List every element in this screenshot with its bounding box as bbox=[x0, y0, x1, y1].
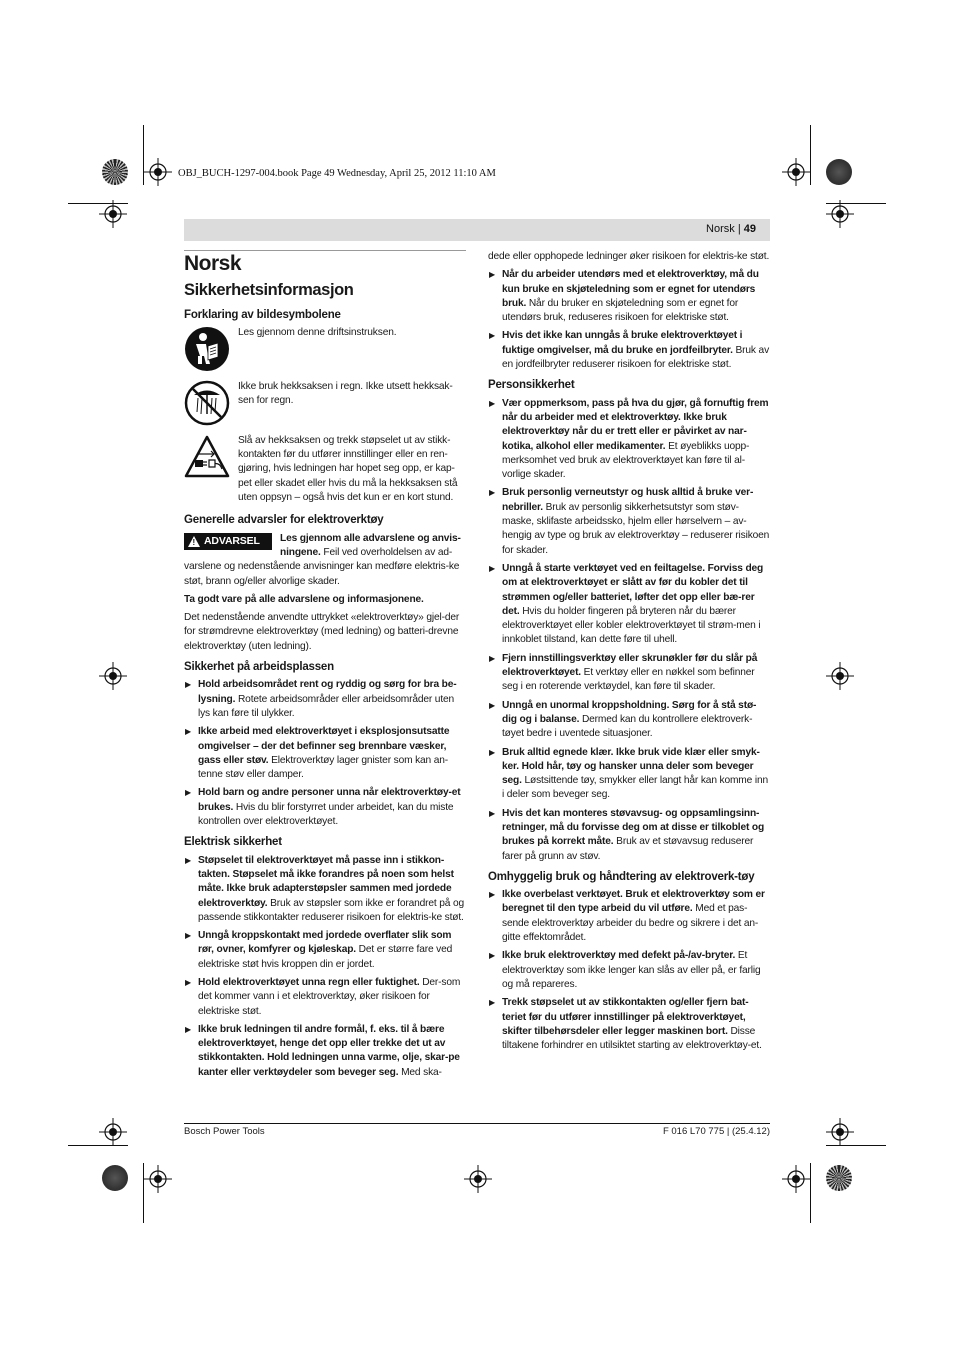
item-bold: Hvis det ikke kan unngås å bruke elektroverktøyet i fuktige omgivelser, må du bruke en jordfeilbryter. bbox=[502, 330, 743, 356]
continuation-text: dede eller opphopede ledninger øker risikoen for elektris-ke støt. bbox=[488, 251, 770, 262]
symbol-row bbox=[184, 326, 466, 372]
electrical-heading: Elektrisk sikkerhet bbox=[184, 836, 282, 849]
symbols-heading: Forklaring av bildesymbolene bbox=[184, 308, 341, 321]
keep-note bbox=[184, 593, 466, 607]
footer-rule bbox=[184, 1123, 770, 1124]
item-text: Et øyeblikks uopp-merksomhet ved bruk av elektroverktøyet kan føre til al-vorlige skader. bbox=[502, 440, 750, 481]
keep-note-text: Ta godt vare på alle advarslene og informasjonene. bbox=[184, 593, 424, 605]
list-item bbox=[488, 949, 770, 992]
print-info-line: OBJ_BUCH-1297-004.book Page 49 Wednesday, April 25, 2012 11:10 AM bbox=[178, 168, 496, 179]
warning-bold-text: Les gjennom alle advarslene og anvis-ningene. bbox=[280, 532, 461, 558]
registration-mark-icon bbox=[826, 1118, 854, 1146]
item-text: Bruk av en jordfeilbryter reduserer risikoen for elektriske støt. bbox=[502, 344, 770, 371]
item-bold: Ikke arbeid med elektroverktøyet i eksplosjonsutsatte omgivelser – der det befinner seg brennbare væsker, gass eller støv. bbox=[198, 726, 450, 766]
warning-block bbox=[184, 532, 466, 589]
item-bold: Unngå kroppskontakt med jordede overflater slik som rør, ovner, komfyrer og kjøleskap. bbox=[198, 930, 452, 956]
list-item bbox=[184, 1023, 466, 1080]
crop-mark bbox=[810, 1163, 811, 1223]
page-number: 49 bbox=[743, 223, 756, 235]
page-title: Norsk bbox=[184, 252, 242, 275]
list-item bbox=[184, 725, 466, 782]
running-header bbox=[184, 219, 770, 241]
list-item bbox=[488, 397, 770, 483]
left-column bbox=[184, 250, 466, 1084]
electrical-list bbox=[184, 854, 466, 1080]
item-text: Når du bruker en skjøteledning som er egnet for utendørs bruk, reduseres risikoen for elektriske støt. bbox=[502, 297, 739, 324]
item-bold: Bruk personlig verneutstyr og husk alltid å bruke ver-nebriller. bbox=[502, 487, 754, 513]
list-item bbox=[488, 996, 770, 1053]
item-text: Det er større fare ved elektriske støt hvis kroppen din er jordet. bbox=[198, 944, 453, 970]
item-text: Bruk av støpsler som ikke er forandret på og passende stikkontakter reduserer risikoen for elektris-ke støt. bbox=[198, 897, 465, 923]
item-bold: Bruk alltid egnede klær. Ikke bruk vide klær eller smyk-ker. Hold hår, tøy og hansker unna deler som beveger seg. bbox=[502, 746, 760, 787]
symbol-description: Les gjennom denne driftsinstruksen. bbox=[238, 326, 397, 338]
item-text: Rotete arbeidsområder eller arbeidsområder uten lys kan føre til ulykker. bbox=[198, 693, 455, 719]
item-bold: Hold arbeidsområdet rent og ryddig og sørg for bra be-lysning. bbox=[198, 679, 457, 705]
read-manual-icon bbox=[184, 326, 230, 372]
color-calibration-icon bbox=[826, 1165, 852, 1191]
symbol-description: Ikke bruk hekksaksen i regn. Ikke utsett hekksak-sen for regn. bbox=[238, 380, 453, 407]
right-column bbox=[488, 250, 770, 1057]
registration-mark-icon bbox=[464, 1165, 492, 1193]
list-item bbox=[488, 652, 770, 695]
warning-triangle-icon: ! bbox=[188, 536, 200, 547]
electrical-list-cont bbox=[488, 268, 770, 372]
column-rule bbox=[184, 250, 466, 251]
list-item bbox=[488, 888, 770, 945]
registration-mark-icon bbox=[826, 200, 854, 228]
header-separator: | bbox=[734, 223, 744, 235]
item-text: Løstsittende tøy, smykker eller langt hår kan komme inn i deler som beveger seg. bbox=[502, 775, 768, 801]
item-text: Med et pas-sende elektroverktøy arbeider du bedre og sikrere i det an-gitte effektområdet. bbox=[502, 903, 759, 944]
warning-badge bbox=[184, 533, 272, 550]
item-bold: Støpselet til elektroverktøyet må passe inn i stikkon-takten. Støpselet må ikke forandres på noen som helst måte. Ikke bruk adapterstøpsler sammen med jordede elektroverktøy. bbox=[198, 854, 454, 909]
list-item bbox=[488, 329, 770, 372]
no-rain-icon bbox=[184, 380, 230, 426]
personal-list bbox=[488, 397, 770, 864]
registration-mark-icon bbox=[144, 1165, 172, 1193]
color-calibration-icon bbox=[826, 159, 852, 185]
item-text: Bruk av personlig sikkerhetsutstyr som støv-maske, sklifaste arbeidssko, hjelm eller hørselvern – av-hengig av type og bruk av elektroverktøy – reduserer risikoen for skader. bbox=[502, 501, 770, 556]
item-text: Hvis du blir forstyrret under arbeidet, kan du miste kontrollen over elektroverktøyet. bbox=[198, 801, 454, 828]
item-bold: Hold barn og andre personer unna når elektroverktøy-et brukes. bbox=[198, 787, 461, 813]
list-item bbox=[184, 929, 466, 972]
item-text: Dermed kan du kontrollere elektroverk-tøyet bedre i uventede situasjoner. bbox=[502, 713, 753, 740]
registration-mark-icon bbox=[782, 1165, 810, 1193]
color-calibration-icon bbox=[102, 1165, 128, 1191]
registration-mark-icon bbox=[99, 662, 127, 690]
item-text: Et elektroverktøy som ikke lenger kan slås av eller på, er farlig og må repareres. bbox=[502, 950, 761, 990]
list-item bbox=[488, 486, 770, 557]
list-item bbox=[184, 854, 466, 925]
item-bold: Hold elektroverktøyet unna regn eller fuktighet. bbox=[198, 976, 420, 988]
footer-doc-code: F 016 L70 775 | (25.4.12) bbox=[662, 1126, 770, 1137]
item-text: Et verktøy eller en nøkkel som befinner seg i en roterende verktøydel, kan føre til skader. bbox=[502, 667, 755, 693]
header-section: Norsk bbox=[706, 223, 735, 235]
unplug-warning-icon bbox=[184, 434, 230, 480]
crop-mark bbox=[810, 125, 811, 185]
item-text: Bruk av et støvavsug reduserer farer på grunn av støv. bbox=[502, 836, 754, 862]
warning-label: ADVARSEL bbox=[204, 534, 260, 547]
symbol-row bbox=[184, 434, 466, 505]
item-bold: Unngå en unormal kroppsholdning. Sørg for å stå stø-dig og i balanse. bbox=[502, 699, 757, 725]
warning-text: Feil ved overholdelsen av ad-varslene og nedenstående anvisninger kan medføre elektris-ke støt, brann og/eller alvorlige skader. bbox=[184, 546, 460, 587]
symbol-description: Slå av hekksaksen og trekk støpselet ut av stikk-kontakten før du utfører innstillinger eller en ren-gjøring, hvis ledningen har hopet seg opp, er kap-pet eller skadet eller hvis du må la hekksaksen stå uten oppsyn – også hvis det kun er en kort stund. bbox=[238, 434, 458, 504]
registration-mark-icon bbox=[99, 200, 127, 228]
list-item bbox=[184, 976, 466, 1019]
color-calibration-icon bbox=[102, 159, 128, 185]
list-item bbox=[488, 746, 770, 803]
list-item bbox=[488, 699, 770, 742]
item-bold: Unngå å starte verktøyet ved en feiltagelse. Forviss deg om at elektroverktøyet er slått av før du kobler det til strømmen og/eller batteriet, løfter det opp eller bæ-rer det. bbox=[502, 562, 764, 617]
list-item bbox=[488, 268, 770, 325]
careful-use-list bbox=[488, 888, 770, 1053]
workplace-list bbox=[184, 678, 466, 829]
item-text: Med ska- bbox=[398, 1066, 442, 1078]
list-item bbox=[488, 807, 770, 864]
header-text bbox=[706, 223, 756, 235]
personal-heading: Personsikkerhet bbox=[488, 379, 575, 392]
item-text: Disse tiltakene forhindrer en utilsiktet starting av elektroverktøy-et. bbox=[502, 1025, 762, 1052]
symbol-row bbox=[184, 380, 466, 426]
workplace-heading: Sikkerhet på arbeidsplassen bbox=[184, 661, 334, 674]
item-bold: Når du arbeider utendørs med et elektroverktøy, må du kun bruke en skjøteledning som er egnet for utendørs bruk. bbox=[502, 269, 759, 309]
item-text: Hvis du holder fingeren på bryteren når du bærer elektroverktøyet eller kobler elektroverktøyet til strøm-men i innkoblet tilstand, kan dette føre til uhell. bbox=[502, 605, 761, 646]
registration-mark-icon bbox=[144, 158, 172, 186]
item-bold: Ikke overbelast verktøyet. Bruk et elektroverktøy som er beregnet til den type arbeid du vil utføre. bbox=[502, 889, 765, 915]
registration-mark-icon bbox=[826, 662, 854, 690]
item-bold: Trekk støpselet ut av stikkontakten og/eller fjern bat-teriet før du utfører innstillinger på elektroverktøyet, skifter tilbehørsdeler eller legger maskinen bort. bbox=[502, 997, 749, 1037]
list-item bbox=[184, 678, 466, 721]
list-item bbox=[184, 786, 466, 829]
careful-use-heading: Omhyggelig bruk og håndtering av elektroverk-tøy bbox=[488, 870, 755, 883]
item-bold: Vær oppmerksom, pass på hva du gjør, gå fornuftig frem når du arbeider med et elektroverktøy. Ikke bruk elektroverktøy når du er trett eller er påvirket av nar-kotika, alkohol eller medikamenter. bbox=[502, 397, 769, 452]
item-text: Der-som det kommer vann i et elektroverktøy, øker risikoen for elektriske støt. bbox=[198, 976, 461, 1017]
item-bold: Ikke bruk ledningen til andre formål, f. eks. til å bære elektroverktøyet, henge det opp eller trekke det ut av stikkontakten. Hold ledningen unna varme, olje, skar-pe kanter eller verktøydeler som beveger seg. bbox=[198, 1023, 460, 1078]
registration-mark-icon bbox=[99, 1118, 127, 1146]
footer-brand: Bosch Power Tools bbox=[184, 1126, 265, 1137]
registration-mark-icon bbox=[782, 158, 810, 186]
item-bold: Hvis det kan monteres støvavsug- og oppsamlingsinn-retninger, må du forvisse deg om at disse er tilkoblet og brukes på korrekt måte. bbox=[502, 807, 765, 848]
list-item bbox=[488, 562, 770, 648]
general-warnings-heading: Generelle advarsler for elektroverktøy bbox=[184, 514, 384, 527]
term-note: Det nedenstående anvendte uttrykket «elektroverktøy» gjel-der for strømdrevne elektroverktøy (med ledning) og batteri-drevne elektroverktøy (uten ledning). bbox=[184, 612, 460, 652]
section-title: Sikkerhetsinformasjon bbox=[184, 281, 354, 300]
item-bold: Fjern innstillingsverktøy eller skrunøkler før du slår på elektroverktøyet. bbox=[502, 652, 758, 679]
item-text: Elektroverktøy lager gnister som kan an-tenne støv eller damper. bbox=[198, 754, 449, 781]
item-bold: Ikke bruk elektroverktøy med defekt på-/av-bryter. bbox=[502, 950, 736, 962]
